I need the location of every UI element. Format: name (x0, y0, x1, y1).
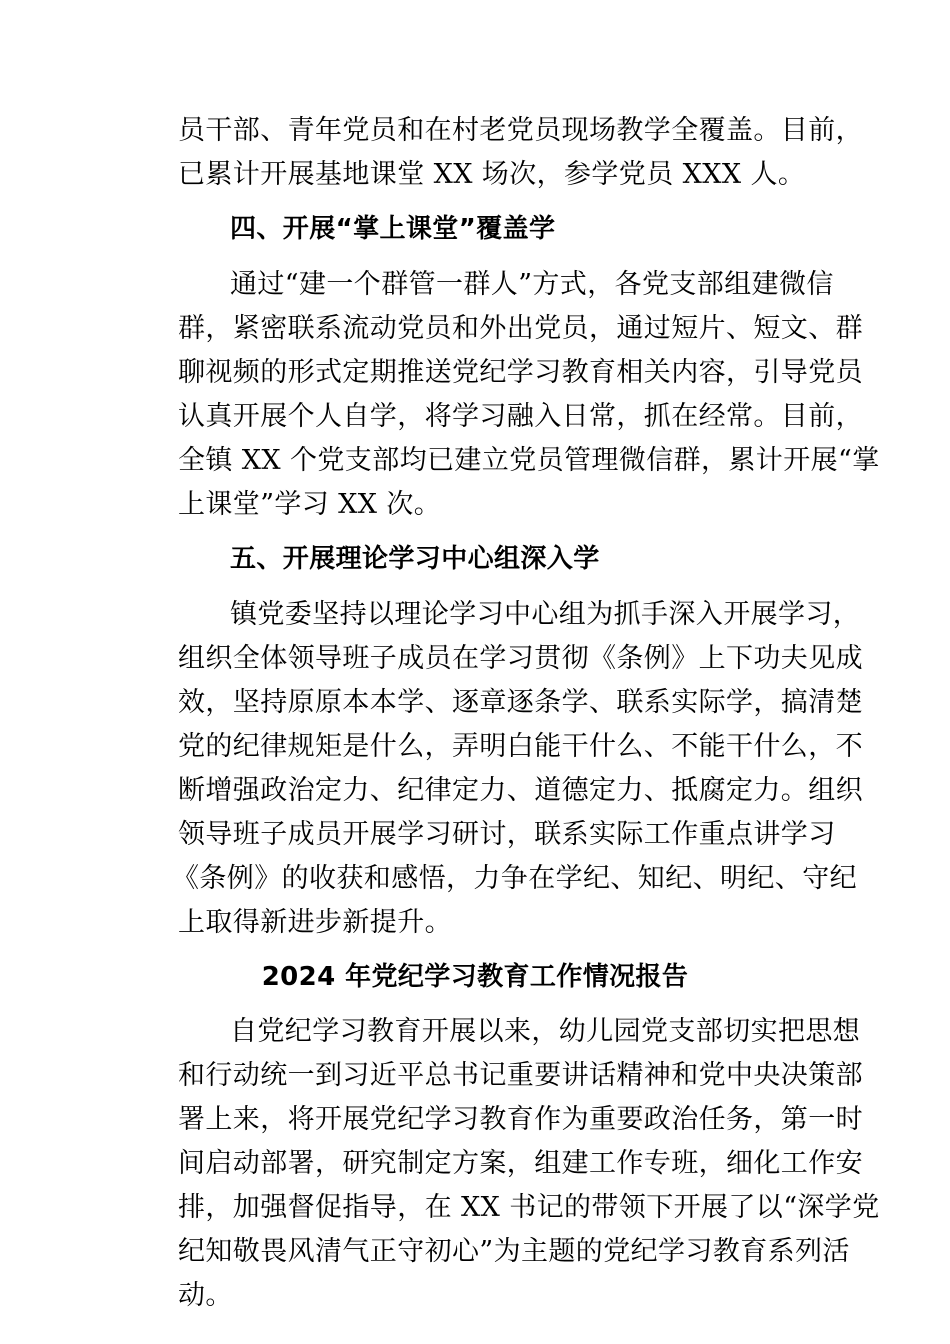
paragraph-line: 动。 (178, 1280, 233, 1311)
paragraph-line: 聊视频的形式定期推送党纪学习教育相关内容，引导党员 (178, 357, 863, 388)
paragraph-line: 群，紧密联系流动党员和外出党员，通过短片、短文、群 (178, 313, 863, 344)
paragraph-line: 认真开展个人自学，将学习融入日常，抓在经常。目前， (178, 401, 863, 432)
paragraph-line: 上取得新进步新提升。 (178, 907, 452, 938)
section-heading: 四、开展“掌上课堂”覆盖学 (230, 214, 556, 244)
paragraph-line: 党的纪律规矩是什么，弄明白能干什么、不能干什么，不 (178, 731, 863, 762)
paragraph-line: 和行动统一到习近平总书记重要讲话精神和党中央决策部 (178, 1060, 863, 1091)
paragraph-line: 纪知敬畏风清气正守初心”为主题的党纪学习教育系列活 (178, 1236, 850, 1267)
paragraph-line: 排，加强督促指导，在 XX 书记的带领下开展了以“深学党 (178, 1192, 880, 1223)
paragraph-line: 自党纪学习教育开展以来，幼儿园党支部切实把思想 (230, 1016, 861, 1047)
paragraph-line: 员干部、青年党员和在村老党员现场教学全覆盖。目前， (178, 115, 863, 146)
paragraph-line: 镇党委坚持以理论学习中心组为抓手深入开展学习， (230, 599, 861, 630)
paragraph-line: 间启动部署，研究制定方案，组建工作专班，细化工作安 (178, 1148, 863, 1179)
paragraph-line: 领导班子成员开展学习研讨，联系实际工作重点讲学习 (178, 819, 836, 850)
paragraph-line: 《条例》的收获和感悟，力争在学纪、知纪、明纪、守纪 (172, 863, 857, 894)
report-title: 2024 年党纪学习教育工作情况报告 (261, 962, 689, 992)
paragraph-line: 已累计开展基地课堂 XX 场次，参学党员 XXX 人。 (178, 159, 806, 190)
paragraph-line: 断增强政治定力、纪律定力、道德定力、抵腐定力。组织 (178, 775, 863, 806)
paragraph-line: 效，坚持原原本本学、逐章逐条学、联系实际学，搞清楚 (178, 687, 863, 718)
section-heading: 五、开展理论学习中心组深入学 (230, 544, 600, 574)
paragraph-line: 上课堂”学习 XX 次。 (178, 489, 442, 520)
paragraph-line: 组织全体领导班子成员在学习贯彻《条例》上下功夫见成 (178, 643, 863, 674)
paragraph-line: 通过“建一个群管一群人”方式，各党支部组建微信 (230, 269, 834, 300)
paragraph-line: 全镇 XX 个党支部均已建立党员管理微信群，累计开展“掌 (178, 445, 880, 476)
paragraph-line: 署上来，将开展党纪学习教育作为重要政治任务，第一时 (178, 1104, 863, 1135)
